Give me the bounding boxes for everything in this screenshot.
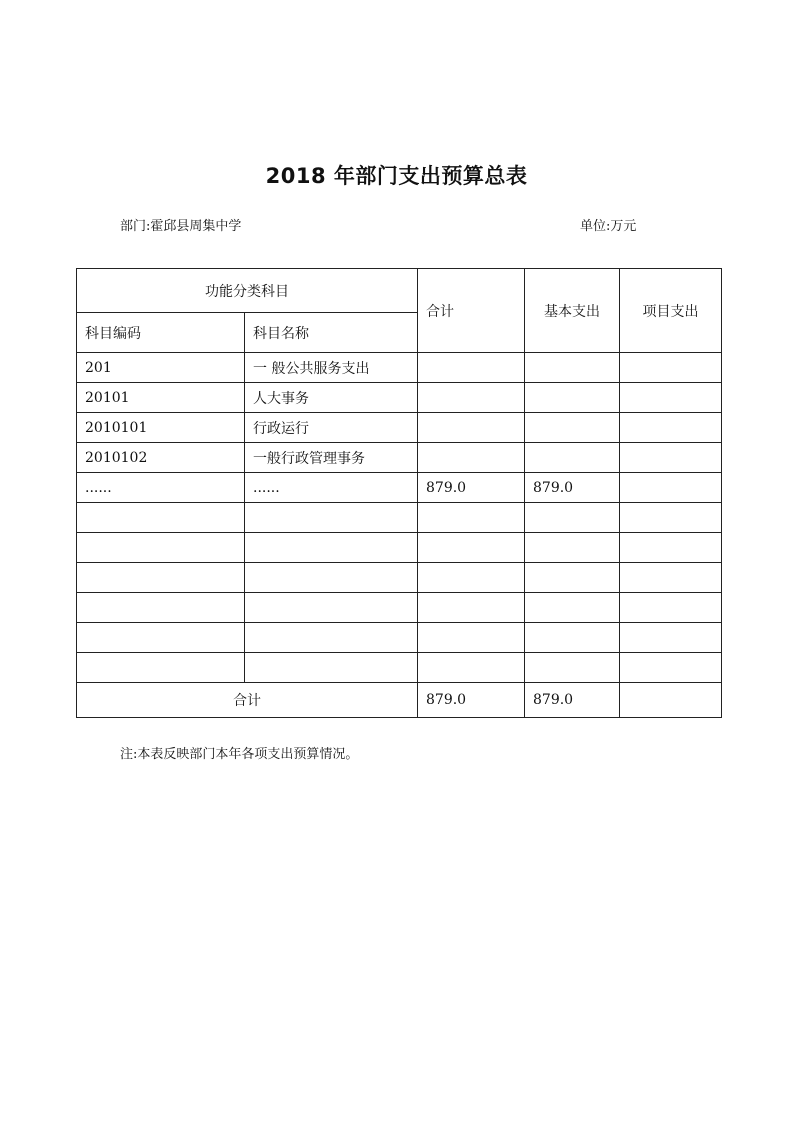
basic-cell: [525, 653, 620, 683]
total-cell: [418, 503, 525, 533]
subject-code-cell: [77, 653, 245, 683]
total-cell: [418, 623, 525, 653]
project-cell: [620, 443, 722, 473]
subject-name-cell: 人大事务: [245, 383, 418, 413]
subject-code-cell: ......: [77, 473, 245, 503]
basic-cell: [525, 503, 620, 533]
total-row-project-cell: [620, 683, 722, 718]
basic-cell: [525, 623, 620, 653]
subject-code-cell: 2010102: [77, 443, 245, 473]
project-cell: [620, 413, 722, 443]
subject-code-header: 科目编码: [77, 313, 245, 353]
table-row: [77, 623, 722, 653]
functional-classification-header: 功能分类科目: [77, 269, 418, 313]
basic-expenditure-header: 基本支出: [525, 269, 620, 353]
subject-name-cell: [245, 503, 418, 533]
total-cell: [418, 533, 525, 563]
subject-code-cell: 20101: [77, 383, 245, 413]
page-title: 2018 年部门支出预算总表: [265, 164, 528, 188]
table-row: [77, 473, 722, 503]
table-header-row: [77, 269, 722, 313]
subject-code-cell: 2010101: [77, 413, 245, 443]
basic-cell: [525, 533, 620, 563]
project-expenditure-header: 项目支出: [620, 269, 722, 353]
unit-label: 单位:万元: [580, 219, 637, 234]
project-cell: [620, 593, 722, 623]
project-cell: [620, 503, 722, 533]
total-cell: [418, 413, 525, 443]
project-cell: [620, 383, 722, 413]
table-row: [77, 413, 722, 443]
subject-name-cell: [245, 563, 418, 593]
basic-cell: [525, 563, 620, 593]
subject-code-cell: 201: [77, 353, 245, 383]
basic-cell: [525, 353, 620, 383]
project-cell: [620, 653, 722, 683]
total-column-header: 合计: [418, 269, 525, 353]
total-cell: [418, 443, 525, 473]
total-cell: [418, 353, 525, 383]
subject-code-cell: [77, 533, 245, 563]
table-row: [77, 593, 722, 623]
table-row: [77, 503, 722, 533]
table-row: [77, 533, 722, 563]
budget-table: [76, 268, 722, 718]
total-cell: 879.0: [418, 473, 525, 503]
project-cell: [620, 533, 722, 563]
total-row-basic-cell: 879.0: [525, 683, 620, 718]
total-row-total-cell: 879.0: [418, 683, 525, 718]
subject-code-cell: [77, 563, 245, 593]
subject-name-cell: 一般行政管理事务: [245, 443, 418, 473]
basic-cell: [525, 383, 620, 413]
project-cell: [620, 563, 722, 593]
total-cell: [418, 653, 525, 683]
table-row: [77, 383, 722, 413]
subject-name-cell: [245, 623, 418, 653]
project-cell: [620, 473, 722, 503]
footnote: 注:本表反映部门本年各项支出预算情况。: [120, 747, 359, 762]
total-cell: [418, 563, 525, 593]
project-cell: [620, 353, 722, 383]
table-row: [77, 653, 722, 683]
basic-cell: [525, 413, 620, 443]
basic-cell: [525, 593, 620, 623]
subject-name-cell: [245, 533, 418, 563]
subject-name-cell: [245, 593, 418, 623]
total-cell: [418, 383, 525, 413]
subject-code-cell: [77, 503, 245, 533]
table-row: [77, 443, 722, 473]
table-row: [77, 353, 722, 383]
subject-name-cell: ......: [245, 473, 418, 503]
basic-cell: [525, 443, 620, 473]
subject-name-cell: 行政运行: [245, 413, 418, 443]
basic-cell: 879.0: [525, 473, 620, 503]
project-cell: [620, 623, 722, 653]
subject-code-cell: [77, 593, 245, 623]
total-row-label: 合计: [77, 683, 418, 718]
subject-code-cell: [77, 623, 245, 653]
department-label: 部门:霍邱县周集中学: [120, 219, 242, 234]
subject-name-cell: 一 般公共服务支出: [245, 353, 418, 383]
table-total-row: [77, 683, 722, 718]
total-cell: [418, 593, 525, 623]
subject-name-cell: [245, 653, 418, 683]
subject-name-header: 科目名称: [245, 313, 418, 353]
table-row: [77, 563, 722, 593]
